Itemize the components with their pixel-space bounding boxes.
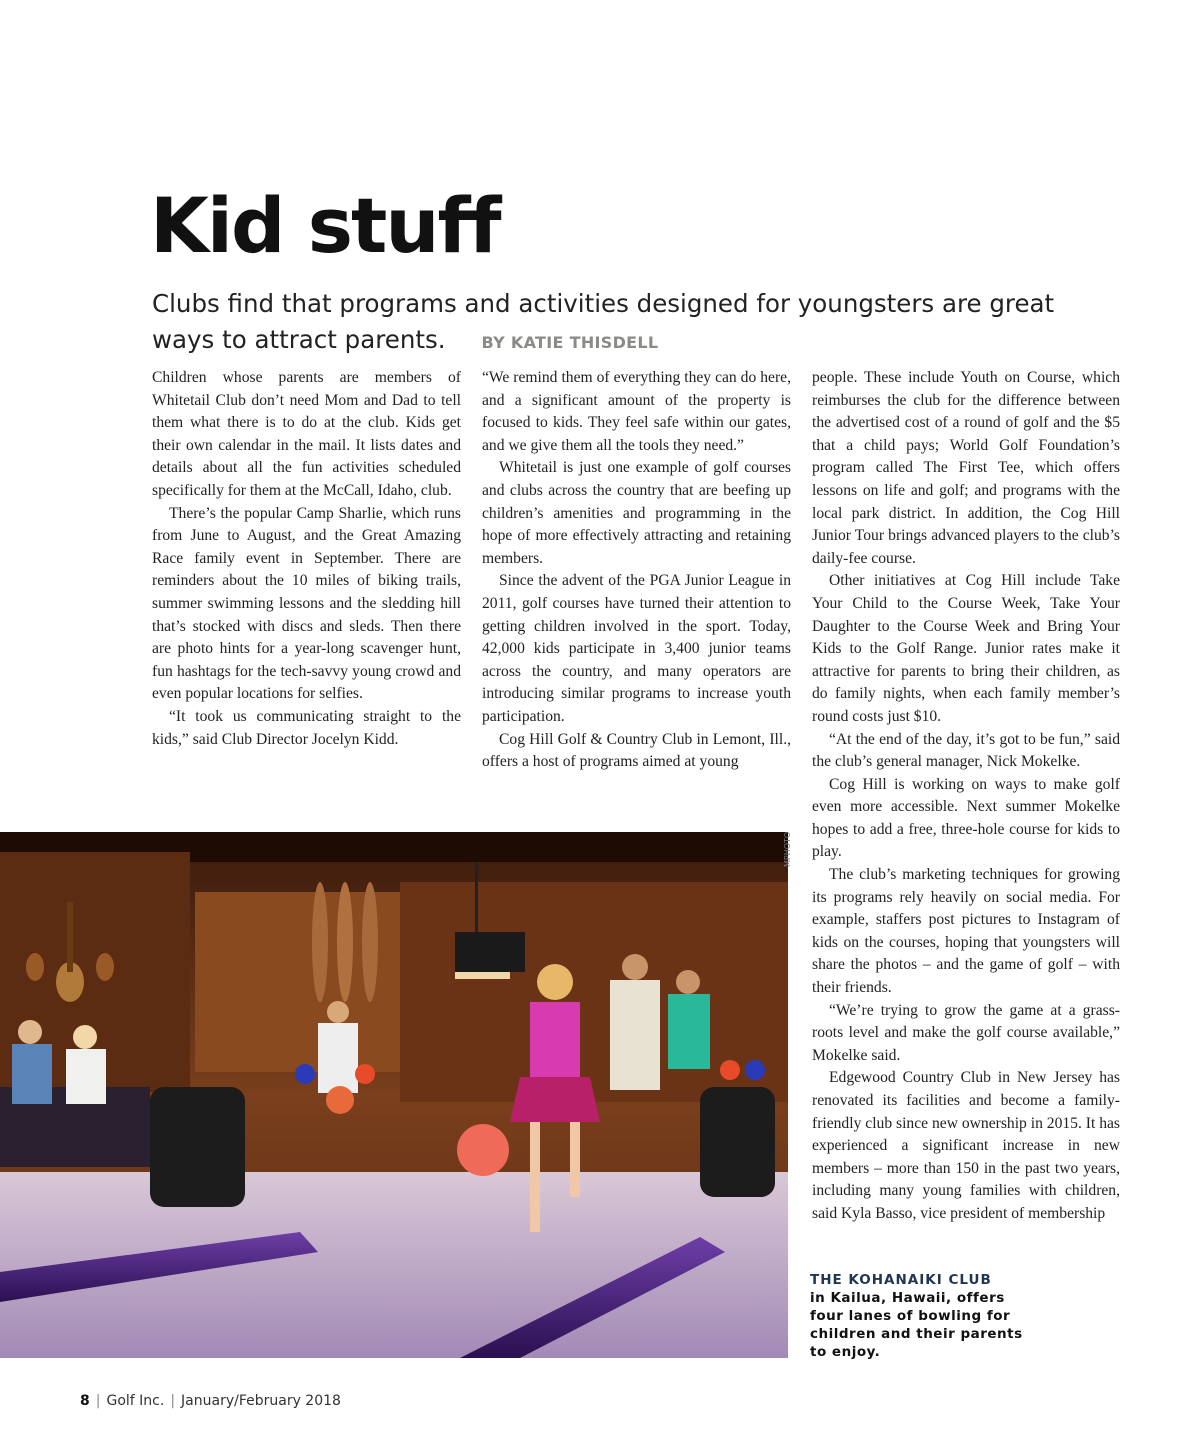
dek	[152, 286, 1112, 361]
caption-lead: THE KOHANAIKI CLUB	[810, 1272, 992, 1288]
paragraph: Cog Hill is working on ways to make golf even more accessible. Next summer Mokelke hopes to add a free, three-hole course for kids to play.	[812, 775, 1120, 861]
paragraph: Children whose parents are members of Whitetail Club don’t need Mom and Dad to tell them what there is to do at the club. Kids get their own calendar in the mail. It lists dates and details about all the fun activities scheduled specifically for them at the McCall, Idaho, club.	[152, 369, 461, 499]
headline: Kid stuff	[150, 181, 500, 270]
paragraph: Edgewood Country Club in New Jersey has renovated its facilities and become a family-friendly club since new ownership in 2015. It has experienced a significant increase in new members – more than 150 in the past two years, including many young families with children, said Kyla Basso, vice president of membership	[812, 1069, 1120, 1222]
issue-date: January/February 2018	[181, 1393, 341, 1409]
paragraph: Since the advent of the PGA Junior League in 2011, golf courses have turned their attention to getting children involved in the sport. Today, 42,000 kids participate in 3,400 junior teams across the country, and many operators are introducing similar programs to increase youth participation.	[482, 572, 791, 725]
paragraph: “We remind them of everything they can do here, and a significant amount of the property is focused to kids. They feel safe within our gates, and we give them all the tools they need.”	[482, 369, 791, 454]
footer-separator: |	[95, 1393, 101, 1409]
paragraph: There’s the popular Camp Sharlie, which runs from June to August, and the Great Amazing Race family event in September. There are reminders about the 10 miles of biking trails, summer swimming lessons and the sledding hill that’s stocked with discs and sleds. Then there are photo hints for a year-long scavenger hunt, fun hashtags for the tech-savvy young crowd and even popular locations for selfies.	[152, 504, 461, 703]
article-column-2	[482, 367, 791, 774]
paragraph: “At the end of the day, it’s got to be fun,” said the club’s general manager, Nick Mokelke.	[812, 730, 1120, 771]
paragraph: Whitetail is just one example of golf courses and clubs across the country that are beefing up children’s amenities and programming in the hope of more effectively attracting and retaining members.	[482, 459, 791, 567]
paragraph: The club’s marketing techniques for growing its programs rely heavily on social media. For example, staffers post pictures to Instagram of kids on the courses, hoping that youngsters will share the photos – and the game of golf – with their friends.	[812, 866, 1120, 997]
article-column-3	[812, 367, 1120, 1226]
paragraph: “We’re trying to grow the game at a grass-roots level and make the golf course available,” Mokelke said.	[812, 1001, 1120, 1064]
bowling-photo	[0, 832, 788, 1358]
article-column-1	[152, 367, 461, 751]
caption-text: in Kailua, Hawaii, offers four lanes of bowling for children and their parents to enjoy.	[810, 1290, 1023, 1360]
paragraph: “It took us communicating straight to the kids,” said Club Director Jocelyn Kidd.	[152, 707, 461, 748]
page-footer	[80, 1393, 341, 1409]
byline: BY KATIE THISDELL	[481, 333, 659, 352]
page-number: 8	[80, 1393, 90, 1409]
publication-name: Golf Inc.	[106, 1393, 165, 1409]
photo-credit: MPHOTO	[783, 832, 792, 868]
dek-text: Clubs find that programs and activities designed for youngsters are great ways to attract parents.	[152, 289, 1055, 354]
paragraph: Other initiatives at Cog Hill include Take Your Child to the Course Week, Take Your Daughter to the Course Week and Bring Your Kids to the Golf Range. Junior rates make it attractive for parents to bring their children, as do family nights, when each family member’s round costs just $10.	[812, 572, 1120, 725]
photo-caption	[810, 1271, 1040, 1361]
footer-separator: |	[170, 1393, 176, 1409]
paragraph: Cog Hill Golf & Country Club in Lemont, Ill., offers a host of programs aimed at young	[482, 730, 791, 771]
paragraph: people. These include Youth on Course, which reimburses the club for the difference between the advertised cost of a round of golf and the $5 that a child pays; World Golf Foundation’s program called The First Tee, which offers lessons on life and golf; and programs with the local park district. In addition, the Cog Hill Junior Tour brings advanced players to the club’s daily-fee course.	[812, 369, 1120, 567]
